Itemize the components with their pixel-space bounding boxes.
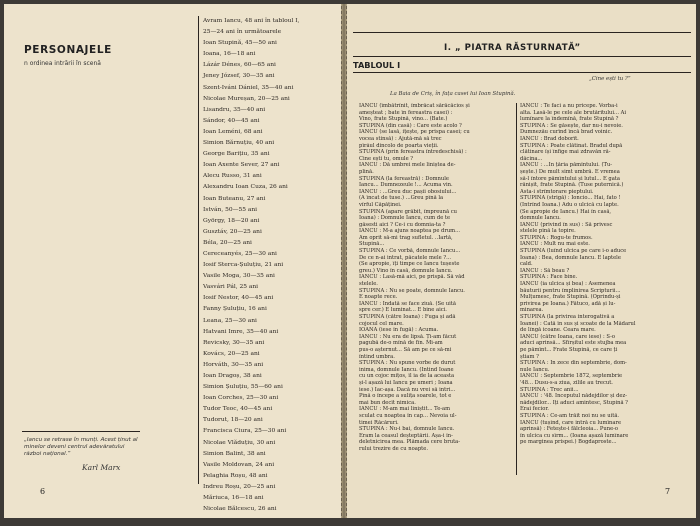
dialogue-line: întind umbra. [359,353,395,360]
dialogue-line: STUPINĂ : Nu-i bai, domnule Iancu. [359,426,455,433]
dialogue-line: clătinare își înfige mai zdravăn ră- [520,149,611,156]
dialogue-line: spre cer.) E luminat... E bine aici. [359,307,447,314]
dialogue-line: ameșteat ; bate în fereastra casei) : [359,109,453,116]
dialogue-line: IOANA (iese în fugă) : Acuma. [359,327,439,334]
dialogue-line: Cine ești tu, omule ? [359,155,414,162]
dialogue-line: STUPINĂ : Se găsește, dar nu-i nevoie. [520,122,623,129]
dialogue-line: de lîngă icoane. Ceara mare. [520,327,596,334]
dialogue-line: STUPINĂ : Trec anii... [520,386,579,393]
dialogue-line: IANCU : M-am mai liniștit... Te-am [359,406,451,413]
dialogue-line: (Se apropie de Iancu.) Hai în casă, [520,208,612,215]
cast-entry: Vasile Moldovan, 24 ani [203,461,275,468]
dialogue-line: pîrâul dincolo de poarta vieții. [359,142,439,149]
dialogue-line: (Se apropie, îți timpe ce Iancu tușeste [359,261,460,268]
cast-entry: Iosif Nestor, 40—45 ani [203,295,274,302]
cast-entry: Leana, 25—30 ani [203,317,257,324]
dialogue-line: Am oprit să-mi trag sufletul. ..Iartă, [359,234,453,241]
dialogue-line: IANCU : Septembrie 1872, septembrie [520,373,623,380]
cast-entry: Ioan Buteanu, 27 ani [203,195,266,202]
dialogue-line: cald. [520,261,533,268]
dialogue-line: lumînare la îndemînă, frate Stupină ? [520,116,619,123]
dialogue-line: aduci aprinsă... Sfîrșitul este stujba mea [520,340,627,347]
dialogue-line: STUPINĂ : Ce vorbă, domnule Iancu... [359,248,461,255]
cast-entry: Revicsky, 30—35 ani [203,339,265,346]
dialogue-line: IANCU : '48. Începutul nădejdilor și dez- [520,393,627,400]
cast-entry: Ioan Dragoș, 38 ani [203,373,262,379]
cast-entry: Pelaghia Roșu, 48 ani [203,472,268,479]
dialogue-line: STUPINĂ (prin fereastra întredeschisă) : [359,149,467,156]
cast-entry: Béla, 20—25 ani [203,239,252,246]
cast-entry: Tudorut, 18—20 ani [203,417,263,424]
dialogue-line: STUPINĂ (către Ioana) : Fuga și adă [359,314,456,320]
dialogue-line: IANCU (către Ioana, care iese) : S-o [520,333,615,340]
dialogue-line: alta. Lasă-le pe cele ale brutăritului... Ai [520,109,627,116]
dialogue-line: plină. [359,168,374,175]
dialogue-line: Ioana) : Bea, domnule Iancu. E laptele [520,254,621,261]
dialogue-line: IANCU : Te faci a nu pricepe. Vorba-i [520,103,618,109]
dialogue-line: în ulcica cu sîrm... (Ioana așază lumînare [520,432,629,439]
cast-entry: Hatvani Imre, 35—40 ani [203,328,279,335]
dialogue-line: IANCU (privind în sus) : Să privesc [520,221,613,228]
dialogue-line: IANCU : Indată se face ziuă. (Se uită [359,300,456,307]
dialogue-line: IANCU : Nu era de lipsă. Ți-am făcut [359,333,457,340]
dialogue-line: E noapte rece. [359,294,398,301]
cast-entry: Fanny Șuluțiu, 16 ani [203,306,267,313]
page-subtitle: n ordinea intrării în scenă [24,60,101,67]
cast-entry: Ioan Corches, 25—30 ani [203,395,279,402]
cast-entry: Ioan Axente Sever, 27 ani [203,162,280,169]
dialogue-line: timei Răcăruri. [359,419,399,426]
dialogue-line: Asta-i strîmtorare pieptului. [520,188,594,195]
dialogue-line: vîrful Căpăținei. [359,201,402,208]
dialogue-line: Vino, frate Stupină, vino... (Bate.) [359,116,448,123]
dialogue-line: stelele. [359,281,378,288]
cast-entry: István, 50—55 ani [203,206,258,213]
dialogue-line: știam ? [520,353,539,360]
dialogue-line: șește.) De mult simt umbră. E vremea [520,168,620,175]
cast-entry: Simion Balint, 38 ani [203,450,266,457]
cast-entry: 25—24 ani în următoarele [203,29,282,36]
cast-entry: Ioana, 16—18 ani [203,51,256,58]
dialogue-line: nădejdilor... Îți aduci amintesc, Stupină ? [520,399,628,406]
cast-entry: Iosif Sterca-Șuluțiu, 21 ani [203,262,284,269]
dialogue-line: mai bun decît nimica. [359,399,416,406]
dialogue-line: rănișit, frate Stupină. (Tuse puternică.) [520,182,624,189]
dialogue-line: STUPINĂ (din casă) : Care este acolo ? [359,122,462,129]
cast-entry: Nicolae Bălcescu, 26 ani [203,506,277,513]
dialogue-line: IANCU (se lasă, ițește, pe prispa casei; cu [359,129,470,136]
dialogue-line: IANCU : Mult nu mai este. [520,241,590,248]
cast-entry: Szent-Iváni Dániel, 35—40 ani [203,84,294,91]
cast-entry: Indreu Roșu, 20—25 ani [203,483,276,490]
cast-entry: Francisca Ciura, 25—30 ani [203,428,287,435]
dialogue-line: minarea. [520,307,544,314]
dialogue-line: Stupină... [359,241,385,248]
cast-entry: Lisandru, 35—40 ani [203,106,266,113]
tableau-rule [353,72,691,73]
dialogue-line: Eram la ceasul deșteptării. Așa-i în- [359,432,453,439]
cast-entry: Jeney József, 30—35 ani [203,73,275,80]
dialogue-line: Erai fecior. [520,406,549,413]
dialogue-line: vocea stinsă) : Ajută-mă să trec [359,135,442,142]
dialogue-line: IANCU : Lasă-mă aici, pe prispă. Să văd [359,274,465,281]
cast-entry: Alecu Russo, 31 ani [203,173,262,180]
dialogue-line: STUPINĂ (la privirea interogativă a [520,314,615,320]
dialogue-line: Dumnezău curînd încă brad voinic. [520,129,613,136]
dialogue-line: STUPINĂ (apare grăbit, împreună cu [359,208,457,215]
cast-entry: Ioan Leméni, 68 ani [203,128,263,135]
dialogue-line: deletnicirea mea. Plămada cere bruta- [359,439,461,446]
dialogue-line: STUPINĂ : Poate clătinat. Bradul după [520,142,623,149]
dialogue-line: STUPINĂ : Face bine. [520,274,578,281]
cast-entry: Avram Iancu, 48 ani în tabloul I, [203,18,300,24]
epigraph-quote: „Iancu se retrase în munți. Acest ținut al minelor deveni centrul adevăratului război național.” [24,437,138,457]
dialogue-line: și-l așază lui Iancu pe umeri ; Ioana [359,379,453,386]
cast-entry: Ioan Stupină, 45—50 ani [203,40,277,47]
dialogue-line: IANCU : ...Greu duc pașii obosiului... [359,188,457,195]
dialogue-line: dăcina... [520,155,543,162]
dialogue-line: (Ă încat de tuse.) ...Greu pînă la [359,195,444,202]
dialogue-line: STUPINĂ (strigă) : Ioncio... Hai, fato ! [520,195,621,202]
dialogue-line: pe marginea prispei.) Bogdaproste... [520,439,617,446]
cast-entry: Simion Bărnuțiu, 40 ani [203,140,275,147]
cast-entry: Tudor Teoc, 40—45 ani [203,406,273,413]
dialogue-line: IANCU (ia ulcica și bea) : Asemenea [520,281,616,288]
dialogue-line: inima, domnule Iancu. (Intind Ioane [359,366,454,373]
dialogue-line: (Intrînd Ioana.) Adu o ulcică cu lapte. [520,201,619,208]
dialogue-line: IANCU (tușind, care intră cu lumînare [520,419,622,426]
dialogue-line: De ce n-ai intrat, păcatele mele ?... [359,254,452,261]
dialogue-line: STUPINĂ (la fereastră) : Domnule [359,175,449,182]
dialogue-line: iese.) Iac-așa. Dacă nu vrei să intri... [359,386,456,393]
cast-entry: Nicolae Vlăduțiu, 30 ani [203,439,276,446]
dialogue-line: stelele pînă la topire. [520,228,576,235]
dialogue-line: STUPINĂ : Nu spune vorbe de durut [359,360,456,367]
cast-entry: Horváth, 30—35 ani [203,361,264,368]
cast-entry: György, 18—20 ani [203,217,260,224]
dialogue-line: IANCU : Dă umbrei mele liniștea de- [359,162,456,169]
cast-entry: Vasile Moga, 30—35 ani [203,273,275,280]
dialogue-column-right [520,103,670,446]
dialogue-line: STUPINĂ : Ce-am trăit noi nu se uită. [520,412,620,419]
dialogue-line: Pînă o începe a sulița soarele, tot e [359,393,452,400]
dialogue-line: IANCU (îmbătrînit, îmbrăcat sărăcăcios și [359,103,470,109]
dialogue-line: STUPINĂ : Rogu-te frumos. [520,234,593,241]
cast-entry: Nicolae Mureșan, 20—25 ani [203,95,290,102]
dialogue-column-left [359,103,509,452]
dialogue-line: STUPINĂ : Nu se poate, domnule Iancu. [359,287,465,294]
dialogue-line: greu.) Vino în casă, domnule Iancu. [359,267,453,274]
column-divider [516,103,517,475]
dialogue-line: privirea pe Ioana.) Fătuco, adă și lu- [520,300,616,307]
scene-setting: La Baia de Criș, în fața casei lui Ioan Stupină. [390,91,516,97]
dialogue-line: nule Iancu. [520,366,550,373]
cast-entry: Kovács, 20—25 ani [203,350,260,357]
cast-entry: Măriuca, 16—18 ani [203,495,264,502]
left-page [4,4,341,518]
dialogue-line: găsesti aici ? Ce-i cu domnia-ta ? [359,221,446,228]
dialogue-line: aprinsă) : Fetește-i fălcleoia... Pune-o [520,426,619,433]
dialogue-line: IANCU : Să beau ? [520,267,570,274]
page-number: 6 [40,487,46,496]
cast-entry: Lázár Dénes, 60—65 ani [203,62,276,69]
quote-top-rule [22,431,140,432]
dialogue-line: STUPINĂ (luînd ulcica pe care i-o aduce [520,248,627,255]
cast-entry: Sándor, 40—45 ani [203,117,260,124]
cast-entry: Alexandru Ioan Cuza, 26 ani [203,184,288,191]
cast-entry: Gusztáv, 20—25 ani [203,228,262,235]
dialogue-line: domnule Iancu. [520,215,561,222]
dialogue-line: cojocul cel mare. [359,320,404,327]
dialogue-line: Ioanei) : Cată în sus și scoate de la Mădarul [520,320,636,327]
dialogue-line: Mulțumesc, frate Stupină. (Oprindu-și [520,294,621,301]
dialogue-line: sculat cu noaptea în cap... Nevoia ul- [359,412,457,419]
dialogue-line: STUPINĂ : În zece din septembrie, dom- [520,360,627,367]
dialogue-line: pe pămînt... Frate Stupină, ce care ți [520,346,618,353]
cast-entry: Vasvári Pál, 25 ani [203,284,259,291]
dialogue-line: Ioana) : Domnule Iancu, cum de te [359,215,451,222]
chapter-bottom-rule [353,56,691,57]
quote-author: Karl Marx [82,463,121,472]
cast-entry: George Barițiu, 35 ani [203,151,270,158]
chapter-top-rule [353,32,691,33]
tableau-heading: TABLOUL I [353,60,401,70]
cast-divider-line [198,16,199,484]
right-page [347,4,696,518]
dialogue-line: cu un cojoc mițos, îl ia de la aceasta [359,373,455,380]
dialogue-line: pagubă de-o mînă de fîn. Mi-am [359,340,443,347]
cast-list [203,16,338,515]
cast-entry: Simion Șuluțiu, 55—60 ani [203,384,283,391]
cast-entry: Cereceanyés, 25—30 ani [203,250,277,257]
dialogue-line: pus-o așternut... Să am pe ce să-mi [359,346,452,353]
tableau-epigraph: „Cine ești tu ?” [589,76,631,82]
dialogue-line: băuturii pentru împlinirea Scripturii... [520,287,621,294]
dialogue-line: Iancu... Dumnezeule !... Acuma vin. [359,182,453,189]
dialogue-line: '48... Dusu-s-a ziua, zilile au trecut. [520,379,613,386]
dialogue-line: IANCU : ...În țăria pămîntului. (Tu- [520,162,613,169]
chapter-title: I. „ PIATRA RĂSTURNATĂ” [444,43,581,53]
page-number: 7 [665,487,671,496]
page-title: PERSONAJELE [24,44,112,56]
dialogue-line: IANCU : Brad doborît. [520,135,579,142]
dialogue-line: IANCU : M-a ajuns noaptea pe drum... [359,228,461,235]
dialogue-line: să-l întore pămîntului și lutul... E gata [520,175,620,182]
dialogue-line: rului trezire de cu noapte. [359,445,428,452]
